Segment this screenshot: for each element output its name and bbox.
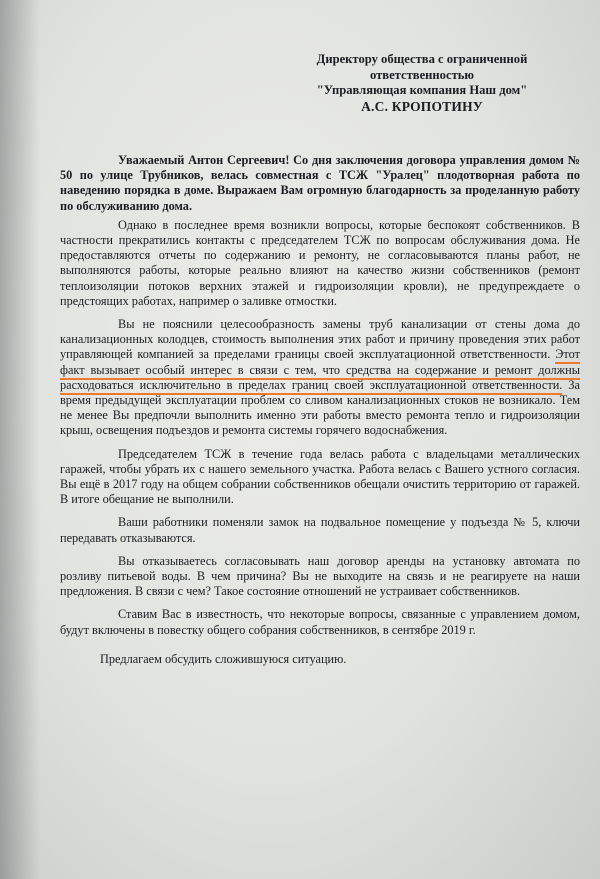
addressee-company: "Управляющая компания Наш дом": [316, 83, 528, 98]
paragraph-lock: Ваши работники поменяли замок на подвальное помещение у подъезда № 5, ключи передавать отказываются.: [60, 515, 580, 545]
addressee-block: [262, 52, 582, 114]
page-shadow: [0, 0, 40, 879]
addressee-line: Директору общества с ограниченной: [316, 52, 528, 66]
paragraph-closing: Предлагаем обсудить сложившуюся ситуацию.: [100, 651, 347, 666]
paragraph-garages: Председателем ТСЖ в течение года велась работа с владельцами металлических гаражей, чтобы убрать их с нашего земельного участка. Работа велась с Вашего устного согласия. Вы ещё в 2017 году на общем собрании собственников обещали очистить территорию от гаражей. В итоге обещание не выполнили.: [60, 446, 580, 507]
paragraph-water: Вы отказываетесь согласовывать наш договор аренды на установку автомата по розливу питьевой воды. В чем причина? Вы не выходите на связь и не реагируете на наши предложения. В связи с чем? Такое состояние отношений не устраивает собственников.: [60, 553, 580, 599]
addressee-name: А.С. КРОПОТИНУ: [361, 98, 483, 114]
letter-body: [60, 153, 580, 671]
sewer-text-start: Вы не пояснили целесообразность замены труб канализации от стены дома до канализационных колодцев, стоимость выполнения этих работ и причину проведения этих работ управляющей компанией за пределами границы своей эксплуатационной ответственности.: [60, 317, 580, 362]
paragraph-questions: Однако в последнее время возникли вопросы, которые беспокоят собственников. В частности прекратились контакты с председателем ТСЖ по вопросам обслуживания дома. Не предоставляются отчеты по содержанию и ремонту, не согласовываются планы работ, не выполняются работы, которые реально влияют на качество жизни собственников (ремонт теплоизоляции потоков верхних этажей и гидроизоляции кровли), не предупреждаете о предстоящих работах, например о заливке отмостки.: [60, 217, 580, 308]
paragraph-sewer: [60, 317, 580, 439]
sewer-text-end: За время предыдущей эксплуатации проблем со сливом канализационных стоков не возникало. Тем не менее Вы предпочли выполнить именно эти работы вместо ремонта тепло и гидроизоляции крыш, освещения подъездов и ремонта системы горячего водоснабжения.: [60, 377, 581, 438]
addressee-line: ответственностью: [369, 67, 475, 82]
paragraph-meeting: Ставим Вас в известность, что некоторые вопросы, связанные с управлением домом, будут включены в повестку общего собрания собственников, в сентябре 2019 г.: [60, 607, 580, 637]
highlighted-sentence: Этот факт вызывает особый интерес в связи с тем, что средства на содержание и ремонт должны расходоваться исключительно в пределах границ своей эксплуатационной ответственности.: [60, 347, 580, 394]
paragraph-greeting: Уважаемый Антон Сергеевич! Со дня заключения договора управления домом № 50 по улице Трубников, велась совместная с ТСЖ "Уралец" плодотворная работа по наведению порядка в доме. Выражаем Вам огромную благодарность за проделанную работу по обслуживанию дома.: [60, 153, 580, 213]
